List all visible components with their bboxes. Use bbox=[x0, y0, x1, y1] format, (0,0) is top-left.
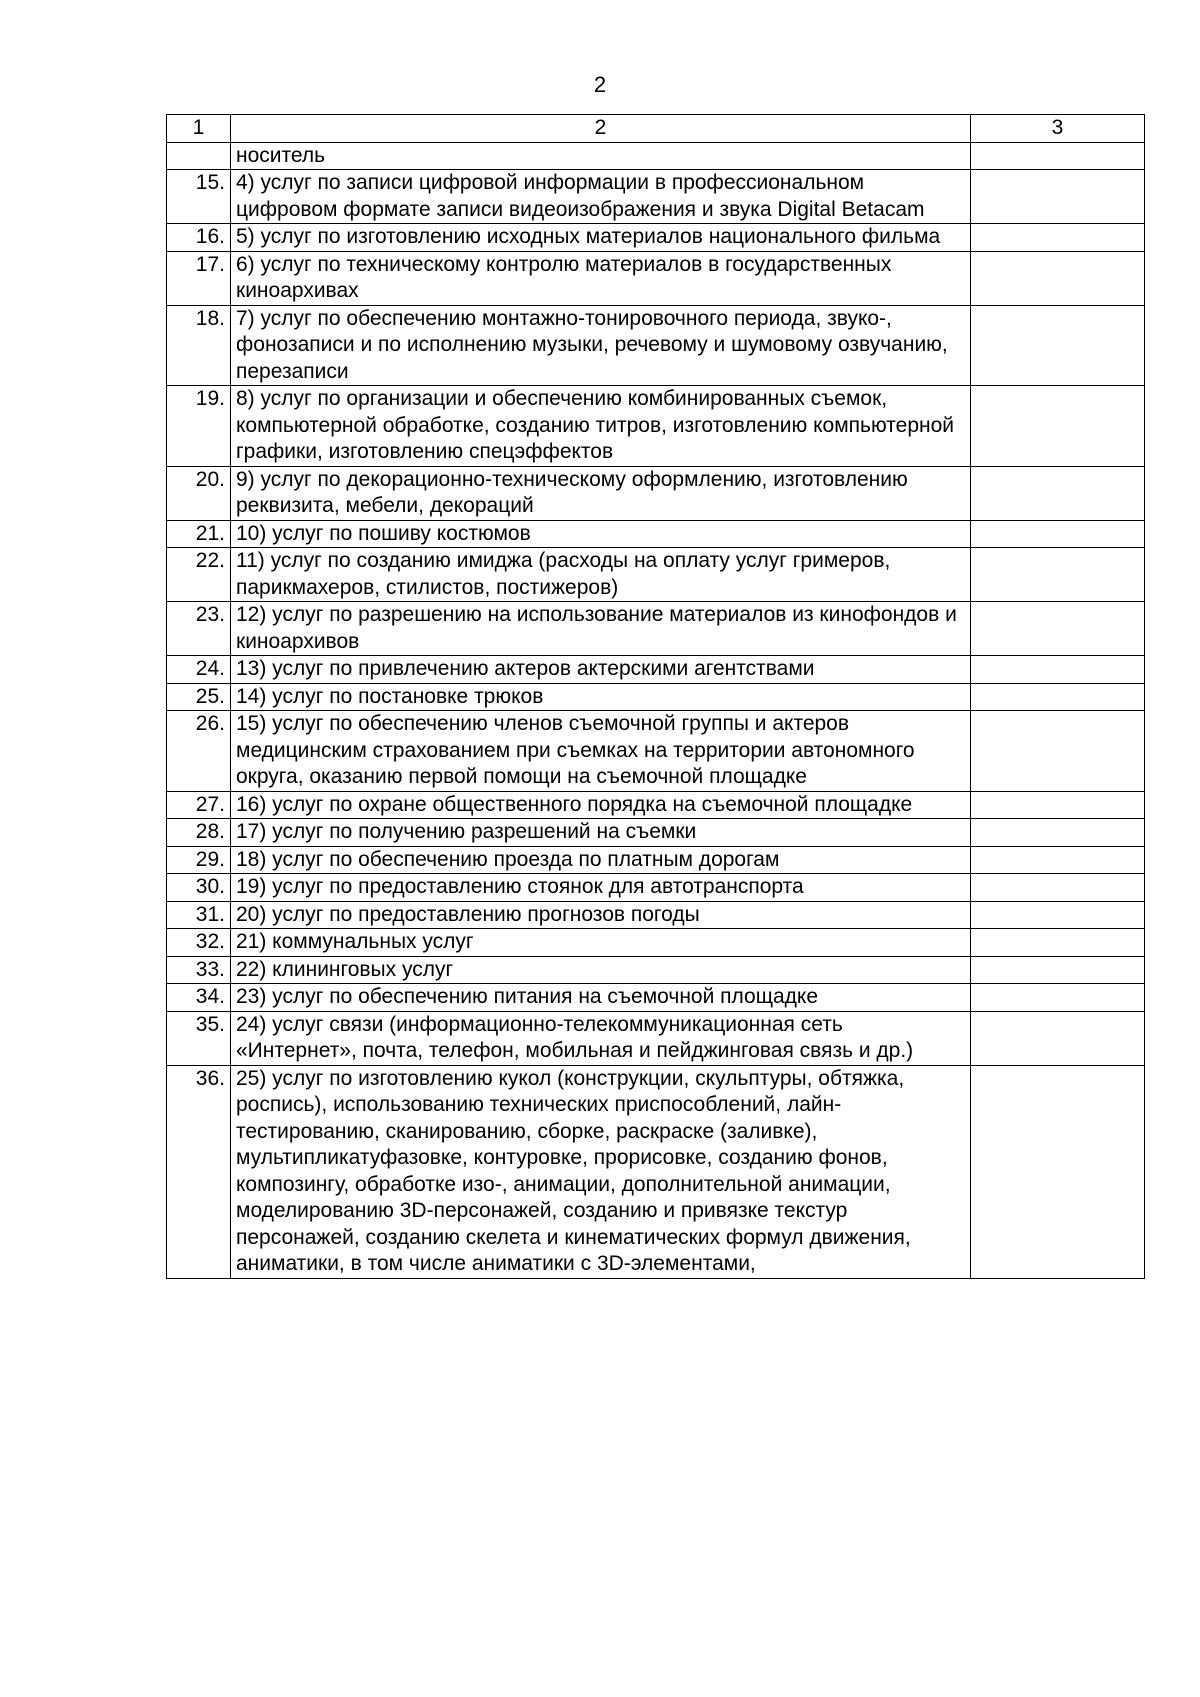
row-value bbox=[971, 683, 1145, 711]
row-description: 24) услуг связи (информационно-телекоммуникационная сеть «Интернет», почта, телефон, мобильная и пейджинговая связь и др.) bbox=[231, 1011, 971, 1065]
row-description: 15) услуг по обеспечению членов съемочной группы и актеров медицинским страхованием при съемках на территории автономного округа, оказанию первой помощи на съемочной площадке bbox=[231, 711, 971, 792]
row-number: 23. bbox=[167, 602, 231, 656]
row-description: 11) услуг по созданию имиджа (расходы на оплату услуг гримеров, парикмахеров, стилистов, постижеров) bbox=[231, 548, 971, 602]
row-value bbox=[971, 929, 1145, 957]
row-value bbox=[971, 170, 1145, 224]
row-value bbox=[971, 791, 1145, 819]
table-row bbox=[167, 1065, 1145, 1278]
row-value bbox=[971, 142, 1145, 170]
table-row bbox=[167, 386, 1145, 467]
header-cell-3: 3 bbox=[971, 115, 1145, 143]
row-value bbox=[971, 874, 1145, 902]
table-row bbox=[167, 251, 1145, 305]
row-description: 12) услуг по разрешению на использование материалов из кинофондов и киноархивов bbox=[231, 602, 971, 656]
row-value bbox=[971, 956, 1145, 984]
header-cell-1: 1 bbox=[167, 115, 231, 143]
row-description: 19) услуг по предоставлению стоянок для автотранспорта bbox=[231, 874, 971, 902]
row-number: 29. bbox=[167, 846, 231, 874]
row-number: 25. bbox=[167, 683, 231, 711]
row-number: 17. bbox=[167, 251, 231, 305]
table-row bbox=[167, 224, 1145, 252]
row-description: 22) клининговых услуг bbox=[231, 956, 971, 984]
row-description: 14) услуг по постановке трюков bbox=[231, 683, 971, 711]
row-value bbox=[971, 984, 1145, 1012]
table-row bbox=[167, 656, 1145, 684]
table-row bbox=[167, 846, 1145, 874]
table-row bbox=[167, 956, 1145, 984]
row-description: 21) коммунальных услуг bbox=[231, 929, 971, 957]
row-value bbox=[971, 819, 1145, 847]
row-description: 4) услуг по записи цифровой информации в профессиональном цифровом формате записи видеоизображения и звука Digital Betacam bbox=[231, 170, 971, 224]
row-number: 30. bbox=[167, 874, 231, 902]
row-description: 16) услуг по охране общественного порядка на съемочной площадке bbox=[231, 791, 971, 819]
row-value bbox=[971, 711, 1145, 792]
table-row bbox=[167, 520, 1145, 548]
row-description: 6) услуг по техническому контролю материалов в государственных киноархивах bbox=[231, 251, 971, 305]
table-row bbox=[167, 548, 1145, 602]
row-number: 33. bbox=[167, 956, 231, 984]
services-table bbox=[166, 114, 1145, 1279]
row-description: 9) услуг по декорационно-техническому оформлению, изготовлению реквизита, мебели, декораций bbox=[231, 466, 971, 520]
row-value bbox=[971, 520, 1145, 548]
row-value bbox=[971, 901, 1145, 929]
row-number: 34. bbox=[167, 984, 231, 1012]
table-row bbox=[167, 170, 1145, 224]
row-description: 10) услуг по пошиву костюмов bbox=[231, 520, 971, 548]
row-description: носитель bbox=[231, 142, 971, 170]
row-value bbox=[971, 846, 1145, 874]
table-row bbox=[167, 602, 1145, 656]
row-number: 19. bbox=[167, 386, 231, 467]
row-value bbox=[971, 224, 1145, 252]
row-value bbox=[971, 386, 1145, 467]
header-cell-2: 2 bbox=[231, 115, 971, 143]
row-number: 32. bbox=[167, 929, 231, 957]
row-description: 7) услуг по обеспечению монтажно-тонировочного периода, звуко-, фонозаписи и по исполнению музыки, речевому и шумовому озвучанию, перезаписи bbox=[231, 305, 971, 386]
table-row bbox=[167, 984, 1145, 1012]
row-value bbox=[971, 548, 1145, 602]
row-number: 36. bbox=[167, 1065, 231, 1278]
row-number: 28. bbox=[167, 819, 231, 847]
row-number: 24. bbox=[167, 656, 231, 684]
row-value bbox=[971, 305, 1145, 386]
row-description: 5) услуг по изготовлению исходных материалов национального фильма bbox=[231, 224, 971, 252]
row-number: 18. bbox=[167, 305, 231, 386]
table-row bbox=[167, 305, 1145, 386]
row-number: 15. bbox=[167, 170, 231, 224]
row-value bbox=[971, 251, 1145, 305]
row-description: 25) услуг по изготовлению кукол (конструкции, скульптуры, обтяжка, роспись), использованию технических приспособлений, лайн-тестированию, сканированию, сборке, раскраске (заливке), мультипликатуфазовке, контуровке, прорисовке, созданию фонов, композингу, обработке изо-, анимации, дополнительной анимации, моделированию 3D-персонажей, созданию и привязке текстур персонажей, созданию скелета и кинематических формул движения, аниматики, в том числе аниматики с 3D-элементами, bbox=[231, 1065, 971, 1278]
table-row bbox=[167, 929, 1145, 957]
table-row bbox=[167, 901, 1145, 929]
row-number: 27. bbox=[167, 791, 231, 819]
row-number bbox=[167, 142, 231, 170]
table-row bbox=[167, 791, 1145, 819]
row-number: 20. bbox=[167, 466, 231, 520]
row-description: 8) услуг по организации и обеспечению комбинированных съемок, компьютерной обработке, созданию титров, изготовлению компьютерной графики, изготовлению спецэффектов bbox=[231, 386, 971, 467]
row-number: 26. bbox=[167, 711, 231, 792]
row-description: 20) услуг по предоставлению прогнозов погоды bbox=[231, 901, 971, 929]
row-number: 31. bbox=[167, 901, 231, 929]
table-row bbox=[167, 711, 1145, 792]
row-description: 13) услуг по привлечению актеров актерскими агентствами bbox=[231, 656, 971, 684]
page-number: 2 bbox=[593, 72, 607, 97]
row-value bbox=[971, 1011, 1145, 1065]
table-row bbox=[167, 683, 1145, 711]
row-value bbox=[971, 466, 1145, 520]
row-number: 16. bbox=[167, 224, 231, 252]
table-header-row bbox=[167, 115, 1145, 143]
row-description: 23) услуг по обеспечению питания на съемочной площадке bbox=[231, 984, 971, 1012]
row-number: 22. bbox=[167, 548, 231, 602]
row-description: 18) услуг по обеспечению проезда по платным дорогам bbox=[231, 846, 971, 874]
row-value bbox=[971, 1065, 1145, 1278]
row-description: 17) услуг по получению разрешений на съемки bbox=[231, 819, 971, 847]
table-row bbox=[167, 874, 1145, 902]
row-value bbox=[971, 602, 1145, 656]
table-row bbox=[167, 819, 1145, 847]
table-row bbox=[167, 142, 1145, 170]
row-value bbox=[971, 656, 1145, 684]
table-row bbox=[167, 466, 1145, 520]
row-number: 35. bbox=[167, 1011, 231, 1065]
row-number: 21. bbox=[167, 520, 231, 548]
table-row bbox=[167, 1011, 1145, 1065]
